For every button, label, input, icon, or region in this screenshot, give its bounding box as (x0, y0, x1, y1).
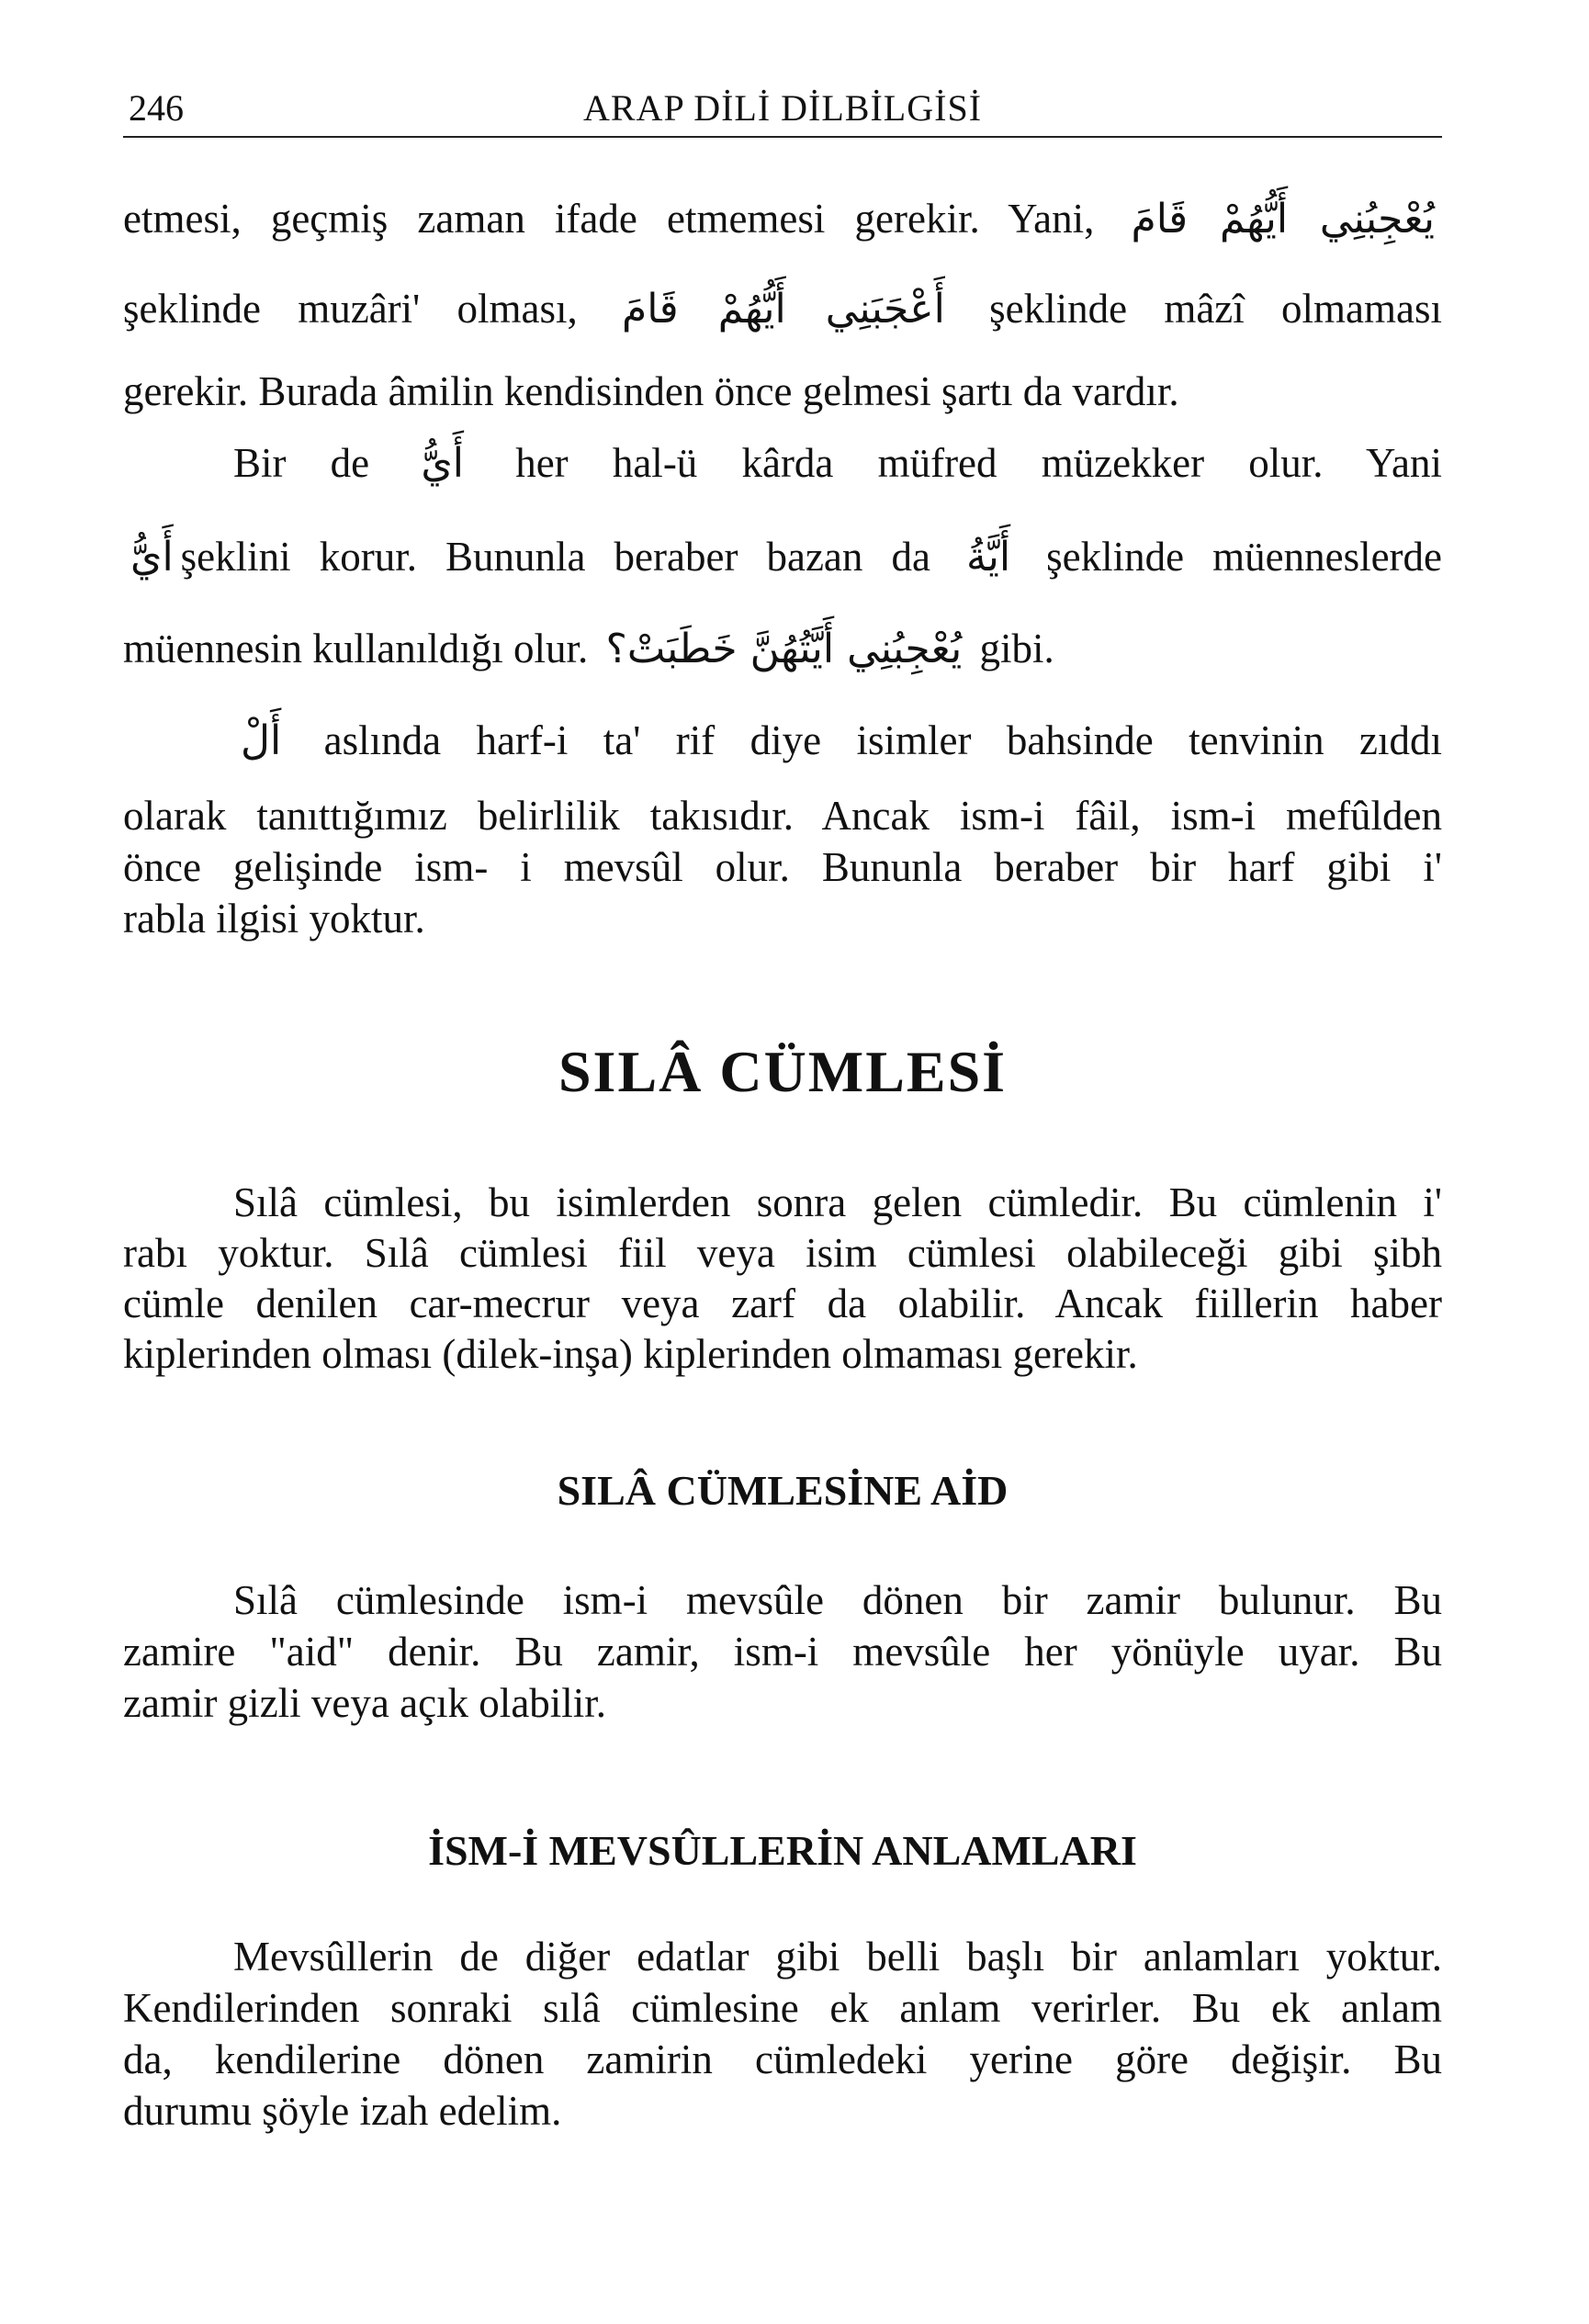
arabic-phrase: يُعْجِبُنِي أَيُّهُمْ قَامَ (1131, 196, 1435, 243)
paragraph-line (123, 367, 1442, 415)
arabic-word: أَيُّ (421, 440, 465, 487)
paragraph-line (123, 2036, 1442, 2083)
text-span: kiplerinden olması (dilek-inşa) kiplerinden olmaması gerekir. (123, 1331, 1138, 1377)
text-span: önce gelişinde ism- i mevsûl olur. Bununla beraber bir harf gibi i' (123, 844, 1442, 890)
text-span: Bir de (233, 440, 370, 486)
arabic-phrase: أَعْجَبَنِي أَيُّهُمْ قَامَ (622, 286, 945, 333)
paragraph-line (123, 195, 1442, 243)
text-span: her hal-ü kârda müfred müzekker olur. Yani (515, 440, 1443, 486)
paragraph-line (123, 285, 1442, 333)
text-span: Sılâ cümlesinde ism-i mevsûle dönen bir zamir bulunur. Bu (233, 1577, 1442, 1623)
section-title: İSM-İ MEVSÛLLERİN ANLAMLARI (428, 1827, 1137, 1874)
text-span: şeklinde mâzî olmaması (989, 286, 1442, 332)
page-number: 246 (129, 87, 184, 129)
arabic-word: أَيُّ (130, 534, 174, 581)
arabic-word: أَيَّةُ (965, 534, 1011, 581)
paragraph-line (123, 1628, 1442, 1675)
text-span: da, kendilerine dönen zamirin cümledeki yerine göre değişir. Bu (123, 2036, 1442, 2082)
text-span: rabı yoktur. Sılâ cümlesi fiil veya isim cümlesi olabileceği gibi şibh (123, 1230, 1442, 1276)
text-span: aslında harf-i ta' rif diye isimler bahsinde tenvinin zıddı (323, 717, 1443, 763)
text-span: gibi. (979, 626, 1054, 671)
paragraph-line (123, 1229, 1442, 1277)
paragraph-line (123, 625, 1442, 672)
text-span: etmesi, geçmiş zaman ifade etmemesi gerekir. Yani, (123, 196, 1095, 242)
section-title: SILÂ CÜMLESİNE AİD (557, 1467, 1009, 1514)
text-span: durumu şöyle izah edelim. (123, 2088, 562, 2134)
text-span: Sılâ cümlesi, bu isimlerden sonra gelen cümledir. Bu cümlenin i' (233, 1179, 1442, 1225)
paragraph-line (123, 1576, 1442, 1624)
text-span: şeklini korur. Bununla beraber bazan da (180, 534, 930, 580)
text-span: zamir gizli veya açık olabilir. (123, 1680, 607, 1726)
paragraph-line (123, 895, 1442, 942)
text-span: şeklinde muzâri' olması, (123, 286, 578, 332)
paragraph-line (123, 716, 1442, 764)
paragraph-line (123, 1679, 1442, 1727)
paragraph-line (123, 843, 1442, 891)
page-header (123, 81, 1442, 138)
text-span: olarak tanıttığımız belirlilik takısıdır. Ancak ism-i fâil, ism-i mefûlden (123, 793, 1442, 839)
section-title: SILÂ CÜMLESİ (558, 1039, 1008, 1104)
paragraph-line (123, 533, 1442, 581)
arabic-phrase: يُعْجِبُنِي أَيَّتُهُنَّ خَطَبَتْ؟ (605, 626, 963, 672)
paragraph-line (123, 792, 1442, 840)
paragraph-line (123, 1179, 1442, 1226)
paragraph-line (123, 1330, 1442, 1378)
paragraph-line (123, 1984, 1442, 2032)
text-span: zamire "aid" denir. Bu zamir, ism-i mevsûle her yönüyle uyar. Bu (123, 1629, 1442, 1675)
text-span: rabla ilgisi yoktur. (123, 896, 425, 942)
text-span: Mevsûllerin de diğer edatlar gibi belli başlı bir anlamları yoktur. (233, 1934, 1442, 1980)
paragraph-line (123, 1933, 1442, 1980)
text-span: Kendilerinden sonraki sılâ cümlesine ek anlam verirler. Bu ek anlam (123, 1985, 1442, 2031)
paragraph-line (123, 1280, 1442, 1327)
text-span: gerekir. Burada âmilin kendisinden önce gelmesi şartı da vardır. (123, 368, 1179, 414)
text-span: müennesin kullanıldığı olur. (123, 626, 589, 671)
text-span: şeklinde müenneslerde (1046, 534, 1443, 580)
paragraph-line (123, 439, 1442, 487)
running-title: ARAP DİLİ DİLBİLGİSİ (582, 87, 983, 129)
paragraph-line (123, 2087, 1442, 2135)
text-span: cümle denilen car-mecrur veya zarf da olabilir. Ancak fiillerin haber (123, 1280, 1442, 1326)
arabic-word: أَلْ (241, 717, 282, 764)
